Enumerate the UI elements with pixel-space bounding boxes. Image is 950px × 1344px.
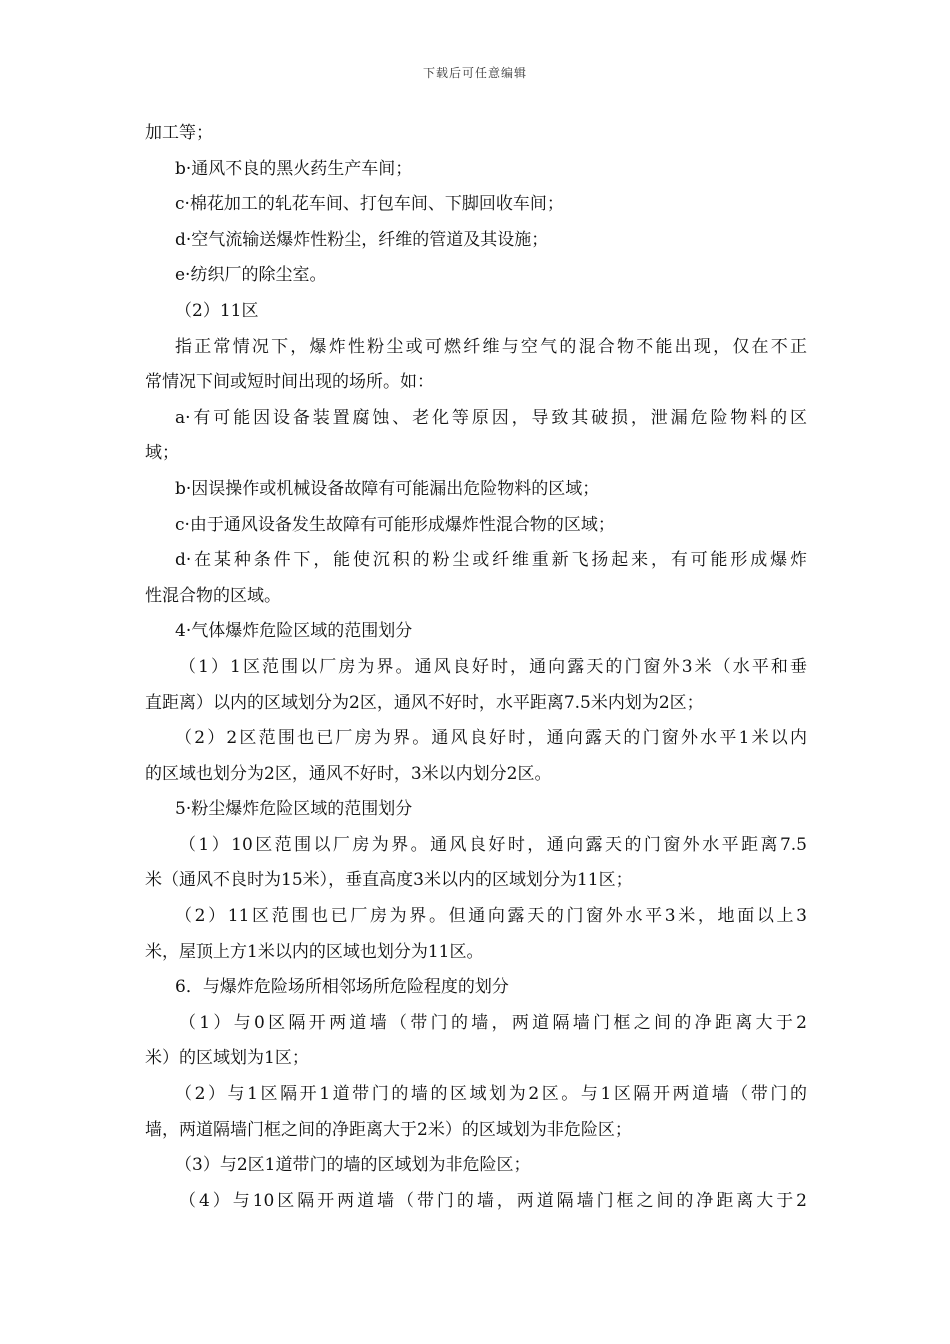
text-line: 直距离）以内的区域划分为2区，通风不好时，水平距离7.5米内划为2区；	[145, 692, 704, 713]
text-line: e·纺织厂的除尘室。	[175, 265, 327, 286]
text-line: （3）与2区1道带门的墙的区域划为非危险区；	[175, 1155, 531, 1176]
text-line: c·由于通风设备发生故障有可能形成爆炸性混合物的区域；	[175, 514, 615, 535]
text-line: d·空气流输送爆炸性粉尘，纤维的管道及其设施；	[175, 229, 549, 250]
text-line: b·因误操作或机械设备故障有可能漏出危险物料的区域；	[175, 478, 600, 499]
section-heading: 5·粉尘爆炸危险区域的范围划分	[175, 799, 413, 820]
text-line: 墙，两道隔墙门框之间的净距离大于2米）的区域划为非危险区；	[145, 1119, 632, 1140]
text-line: 常情况下间或短时间出现的场所。如：	[145, 372, 434, 393]
text-line: d·在某种条件下，能使沉积的粉尘或纤维重新飞扬起来，有可能形成爆炸	[175, 550, 807, 571]
text-line: （1）1区范围以厂房为界。通风良好时，通向露天的门窗外3米（水平和垂	[179, 656, 807, 677]
text-line: b·通风不良的黑火药生产车间；	[175, 158, 413, 179]
section-heading: 4·气体爆炸危险区域的范围划分	[175, 621, 413, 642]
section-heading: 6．与爆炸危险场所相邻场所危险程度的划分	[175, 977, 509, 998]
text-line: 米）的区域划为1区；	[145, 1048, 309, 1069]
text-line: （2）与1区隔开1道带门的墙的区域划为2区。与1区隔开两道墙（带门的	[175, 1084, 807, 1105]
text-line: a·有可能因设备装置腐蚀、老化等原因，导致其破损，泄漏危险物料的区	[175, 407, 807, 428]
text-line: 米（通风不良时为15米），垂直高度3米以内的区域划分为11区；	[145, 870, 633, 891]
document-body	[145, 116, 807, 1219]
text-line: （2）11区范围也已厂房为界。但通向露天的门窗外水平3米，地面以上3	[175, 906, 807, 927]
text-line: （1）与0区隔开两道墙（带门的墙，两道隔墙门框之间的净距离大于2	[179, 1012, 807, 1033]
text-line: 米，屋顶上方1米以内的区域也划分为11区。	[145, 941, 484, 962]
text-line: （1）10区范围以厂房为界。通风良好时，通向露天的门窗外水平距离7.5	[179, 834, 807, 855]
text-line: （4）与10区隔开两道墙（带门的墙，两道隔墙门框之间的净距离大于2	[179, 1190, 807, 1211]
text-line: （2）2区范围也已厂房为界。通风良好时，通向露天的门窗外水平1米以内	[175, 728, 807, 749]
section-heading: （2）11区	[175, 300, 259, 321]
text-line: 域；	[145, 443, 179, 464]
text-line: c·棉花加工的轧花车间、打包车间、下脚回收车间；	[175, 194, 564, 215]
text-line: 加工等；	[145, 123, 213, 143]
text-line: 的区域也划分为2区，通风不好时，3米以内划分2区。	[145, 763, 552, 784]
text-line: 指正常情况下，爆炸性粉尘或可燃纤维与空气的混合物不能出现，仅在不正	[175, 336, 807, 357]
text-line: 性混合物的区域。	[145, 585, 281, 606]
page-header: 下载后可任意编辑	[422, 66, 527, 80]
